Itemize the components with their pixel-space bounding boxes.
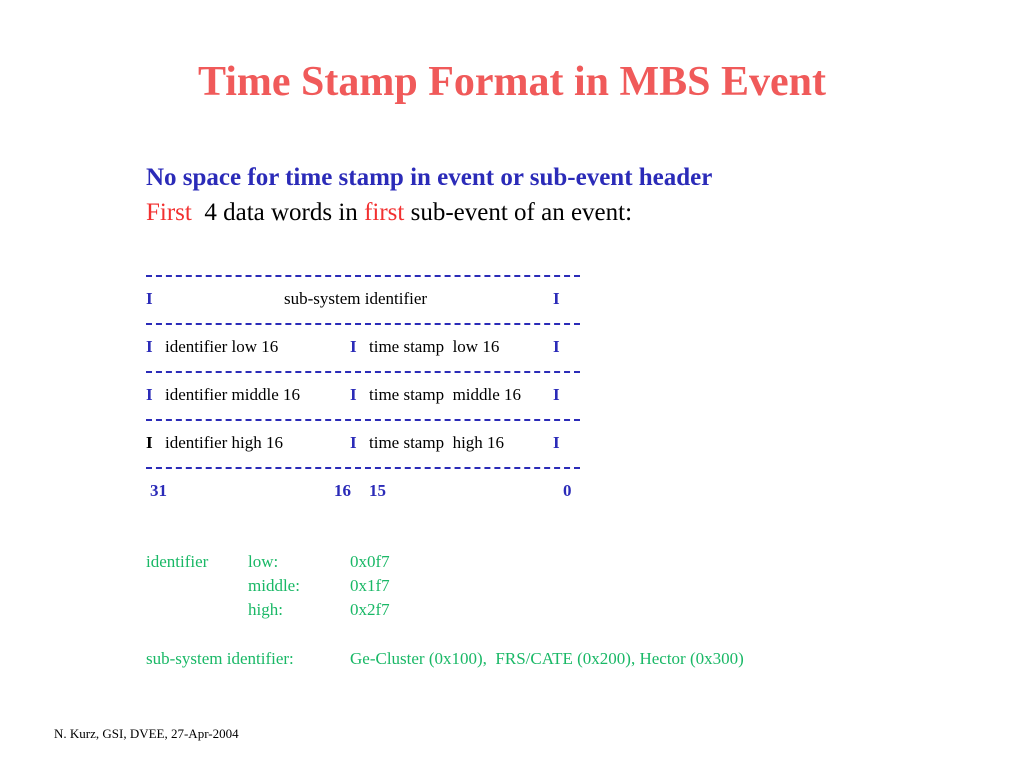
subsystem-value: Ge-Cluster (0x100), FRS/CATE (0x200), Hector (0x300) <box>350 649 744 668</box>
identifier-high-name: high: <box>248 600 283 619</box>
slide-title: Time Stamp Format in MBS Event <box>197 59 827 105</box>
intro-line-2 <box>146 199 632 227</box>
identifier-high-value: 0x2f7 <box>350 600 390 619</box>
table-bar: I <box>350 385 357 404</box>
intro-first-word-2: first <box>364 199 405 226</box>
bit-label-31: 31 <box>150 481 167 500</box>
identifier-middle-name: middle: <box>248 576 300 595</box>
subsystem-label: sub-system identifier: <box>146 649 294 668</box>
table-bar: I <box>553 385 560 404</box>
bit-label-16: 16 <box>334 481 351 500</box>
table-bar: I <box>146 337 153 356</box>
identifier-low-name: low: <box>248 552 279 571</box>
table-bar: I <box>553 337 560 356</box>
table-bar: I <box>146 433 153 452</box>
bit-label-0: 0 <box>563 481 572 500</box>
row-identifier-high: identifier high 16 <box>165 433 284 452</box>
table-bar: I <box>350 433 357 452</box>
row-timestamp-high: time stamp high 16 <box>369 433 505 452</box>
table-bar: I <box>553 433 560 452</box>
table-bar: I <box>350 337 357 356</box>
intro-line-1: No space for time stamp in event or sub-event header <box>146 164 713 191</box>
table-bar: I <box>146 289 153 308</box>
bit-label-15: 15 <box>369 481 386 500</box>
row-identifier-middle: identifier middle 16 <box>165 385 301 404</box>
intro-mid-text: 4 data words in <box>191 199 365 226</box>
identifier-middle-value: 0x1f7 <box>350 576 390 595</box>
table-separator <box>146 323 580 325</box>
slide-footer: N. Kurz, GSI, DVEE, 27-Apr-2004 <box>54 726 239 741</box>
table-separator <box>146 467 580 469</box>
row-subsystem-identifier: sub-system identifier <box>284 289 428 308</box>
identifier-low-value: 0x0f7 <box>350 552 390 571</box>
table-bar: I <box>146 385 153 404</box>
table-bar: I <box>553 289 560 308</box>
intro-first-word: First <box>146 199 192 226</box>
row-timestamp-low: time stamp low 16 <box>369 337 500 356</box>
row-timestamp-middle: time stamp middle 16 <box>369 385 522 404</box>
identifier-label: identifier <box>146 552 209 571</box>
table-separator <box>146 371 580 373</box>
table-separator <box>146 275 580 277</box>
intro-end-text: sub-event of an event: <box>404 199 633 226</box>
row-identifier-low: identifier low 16 <box>165 337 279 356</box>
table-separator <box>146 419 580 421</box>
